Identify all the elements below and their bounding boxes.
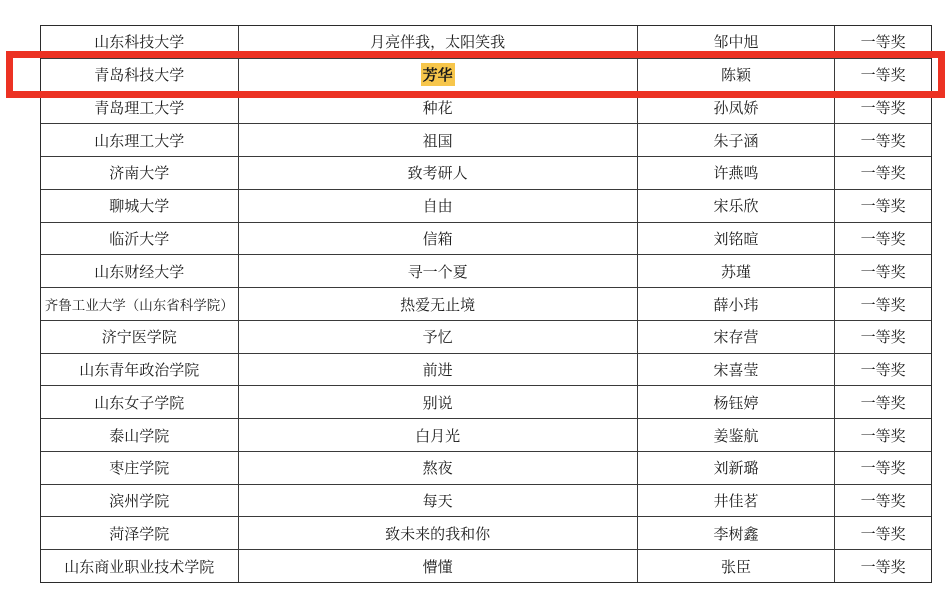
cell-university-name: 临沂大学 xyxy=(41,223,239,255)
cell-work-title: 白月光 xyxy=(239,419,638,451)
cell-award-level: 一等奖 xyxy=(860,524,906,543)
cell-work-title: 熬夜 xyxy=(239,452,638,484)
cell-university-name: 菏泽学院 xyxy=(41,517,239,549)
cell-university-name: 山东财经大学 xyxy=(41,255,239,287)
table-row xyxy=(41,157,931,190)
table-row xyxy=(41,288,931,321)
cell-award-level: 一等奖 xyxy=(860,459,906,478)
cell-award-level: 一等奖 xyxy=(860,66,906,85)
cell-author-name: 刘铭暄 xyxy=(638,223,836,255)
cell-work-title xyxy=(239,59,638,91)
cell-university-name: 山东青年政治学院 xyxy=(41,354,239,386)
cell-author-name: 陈颖 xyxy=(638,59,836,91)
cell-work-title: 信箱 xyxy=(239,223,638,255)
cell-author-name: 宋存营 xyxy=(638,321,836,353)
cell-award-level: 一等奖 xyxy=(860,164,906,183)
cell-university-name: 泰山学院 xyxy=(41,419,239,451)
cell-work-title: 每天 xyxy=(239,485,638,517)
table-row xyxy=(41,550,931,582)
cell-work-title: 前进 xyxy=(239,354,638,386)
table-row xyxy=(41,321,931,354)
cell-award-level: 一等奖 xyxy=(860,393,906,412)
cell-university-name: 山东科技大学 xyxy=(41,26,239,58)
table-row xyxy=(41,124,931,157)
table-row xyxy=(41,26,931,59)
cell-work-title: 懵懂 xyxy=(239,550,638,582)
table-row xyxy=(41,452,931,485)
cell-award-level: 一等奖 xyxy=(860,98,906,117)
cell-author-name: 井佳茗 xyxy=(638,485,836,517)
cell-work-title: 祖国 xyxy=(239,124,638,156)
table-row xyxy=(41,386,931,419)
table-row xyxy=(41,517,931,550)
cell-award-level: 一等奖 xyxy=(860,328,906,347)
cell-work-title: 热爱无止境 xyxy=(239,288,638,320)
cell-university-name: 枣庄学院 xyxy=(41,452,239,484)
cell-award-level: 一等奖 xyxy=(860,426,906,445)
cell-award-level: 一等奖 xyxy=(860,197,906,216)
cell-work-title: 予忆 xyxy=(239,321,638,353)
cell-work-title: 寻一个夏 xyxy=(239,255,638,287)
cell-work-title: 致考研人 xyxy=(239,157,638,189)
table-row xyxy=(41,190,931,223)
cell-university-name: 济南大学 xyxy=(41,157,239,189)
cell-award-level: 一等奖 xyxy=(860,262,906,281)
cell-work-title: 种花 xyxy=(239,92,638,124)
cell-author-name: 孙凤娇 xyxy=(638,92,836,124)
table-row xyxy=(41,354,931,387)
cell-university-name: 青岛科技大学 xyxy=(41,59,239,91)
cell-author-name: 薛小玮 xyxy=(638,288,836,320)
cell-university-name: 聊城大学 xyxy=(41,190,239,222)
cell-university-name: 齐鲁工业大学（山东省科学院） xyxy=(41,288,239,320)
cell-author-name: 张臣 xyxy=(638,550,836,582)
cell-work-title: 自由 xyxy=(239,190,638,222)
cell-award-level: 一等奖 xyxy=(860,229,906,248)
table-row xyxy=(41,485,931,518)
cell-work-title: 月亮伴我，太阳笑我 xyxy=(239,26,638,58)
cell-author-name: 李树鑫 xyxy=(638,517,836,549)
cell-award-level: 一等奖 xyxy=(860,361,906,380)
cell-university-name: 山东商业职业技术学院 xyxy=(41,550,239,582)
cell-award-level: 一等奖 xyxy=(860,33,906,52)
award-table xyxy=(40,25,932,583)
table-row xyxy=(41,419,931,452)
cell-award-level: 一等奖 xyxy=(860,557,906,576)
cell-work-title: 致未来的我和你 xyxy=(239,517,638,549)
highlighted-work-title: 芳华 xyxy=(421,63,455,86)
cell-author-name: 宋喜莹 xyxy=(638,354,836,386)
cell-author-name: 宋乐欣 xyxy=(638,190,836,222)
cell-award-level: 一等奖 xyxy=(860,295,906,314)
cell-author-name: 许燕鸣 xyxy=(638,157,836,189)
cell-work-title: 别说 xyxy=(239,386,638,418)
cell-author-name: 苏瑾 xyxy=(638,255,836,287)
cell-author-name: 朱子涵 xyxy=(638,124,836,156)
table-row xyxy=(41,255,931,288)
table-row xyxy=(41,92,931,125)
cell-award-level: 一等奖 xyxy=(860,131,906,150)
cell-university-name: 滨州学院 xyxy=(41,485,239,517)
cell-award-level: 一等奖 xyxy=(860,492,906,511)
cell-author-name: 杨钰婷 xyxy=(638,386,836,418)
cell-university-name: 山东女子学院 xyxy=(41,386,239,418)
cell-author-name: 姜鉴航 xyxy=(638,419,836,451)
cell-author-name: 邹中旭 xyxy=(638,26,836,58)
cell-university-name: 青岛理工大学 xyxy=(41,92,239,124)
cell-author-name: 刘新璐 xyxy=(638,452,836,484)
cell-university-name: 济宁医学院 xyxy=(41,321,239,353)
table-row xyxy=(41,223,931,256)
table-row xyxy=(41,59,931,92)
cell-university-name: 山东理工大学 xyxy=(41,124,239,156)
